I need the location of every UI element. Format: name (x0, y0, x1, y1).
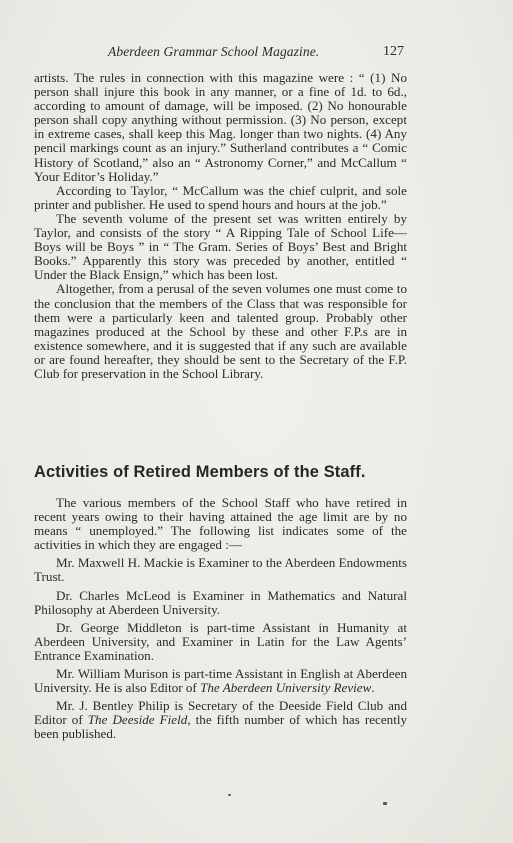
staff-entry: Dr. Charles McLeod is Examiner in Mathematics and Natural Philosophy at Aberdeen University. (34, 587, 407, 617)
staff-entry (34, 667, 407, 695)
staff-activities-article (34, 496, 407, 742)
section-heading: Activities of Retired Members of the Staff. (34, 463, 366, 481)
running-title: Aberdeen Grammar School Magazine. (108, 44, 320, 59)
paper-speck (228, 794, 231, 796)
staff-entry: Mr. Maxwell H. Mackie is Examiner to the Aberdeen Endowments Trust. (34, 555, 407, 585)
staff-entry (34, 699, 407, 741)
article-paragraph: The seventh volume of the present set was written entirely by Taylor, and consists of the story “ A Ripping Tale of School Life—Boys will be Boys ” in “ The Gram. Series of Boys’ Best and Bright Books.” Apparently this story was preceded by another, entitled “ Under the Black Ensign,” which has been lost. (34, 210, 407, 283)
publication-title: The Aberdeen University Review (200, 680, 372, 696)
publication-title: The Deeside Field (87, 712, 188, 728)
staff-entry-text: . (371, 680, 375, 696)
article-paragraph: artists. The rules in connection with this magazine were : “ (1) No person shall injure this book in any manner, or a fine of 1d. to 6d., according to amount of damage, will be imposed. (2) No honourable person shall copy anything without permission. (3) No person, except in extreme cases, shall keep this Mag. longer than two nights. (4) Any pencil markings count as an injury.” Sutherland contributes a “ Comic History of Scotland,” also an “ Astronomy Corner,” and McCallum “ Your Editor’s Holiday.” (34, 70, 407, 184)
page-header (108, 44, 404, 64)
paper-speck (383, 802, 387, 805)
continued-article (34, 71, 407, 381)
staff-entry-text: , the fifth number of which has recently been published. (34, 712, 408, 742)
article-paragraph: Altogether, from a perusal of the seven volumes one must come to the conclusion that the members of the Class that was responsible for them were a particularly keen and talented group. Probably other magazines produced at the School by these and other F.P.s are in existence somewhere, and it is suggested that if any such are available or are found hereafter, they should be sent to the Secretary of the F.P. Club for preservation in the School Library. (34, 281, 407, 381)
page-number: 127 (383, 44, 404, 59)
staff-entry-text: Mr. J. Bentley Philip is Secretary of the Deeside Field Club and Editor of (34, 698, 407, 728)
staff-entry-text: Mr. William Murison is part-time Assistant in English at Aberdeen University. He is also Editor of (34, 666, 407, 696)
staff-entry: Dr. George Middleton is part-time Assistant in Humanity at Aberdeen University, and Examiner in Latin for the Law Agents’ Entrance Examination. (34, 619, 407, 663)
intro-paragraph: The various members of the School Staff who have retired in recent years owing to their having attained the age limit are by no means “ unemployed.” The following list indicates some of the activities in which they are engaged :— (34, 495, 407, 553)
article-paragraph: According to Taylor, “ McCallum was the chief culprit, and sole printer and publisher. He used to spend hours and hours at the job.” (34, 182, 407, 212)
